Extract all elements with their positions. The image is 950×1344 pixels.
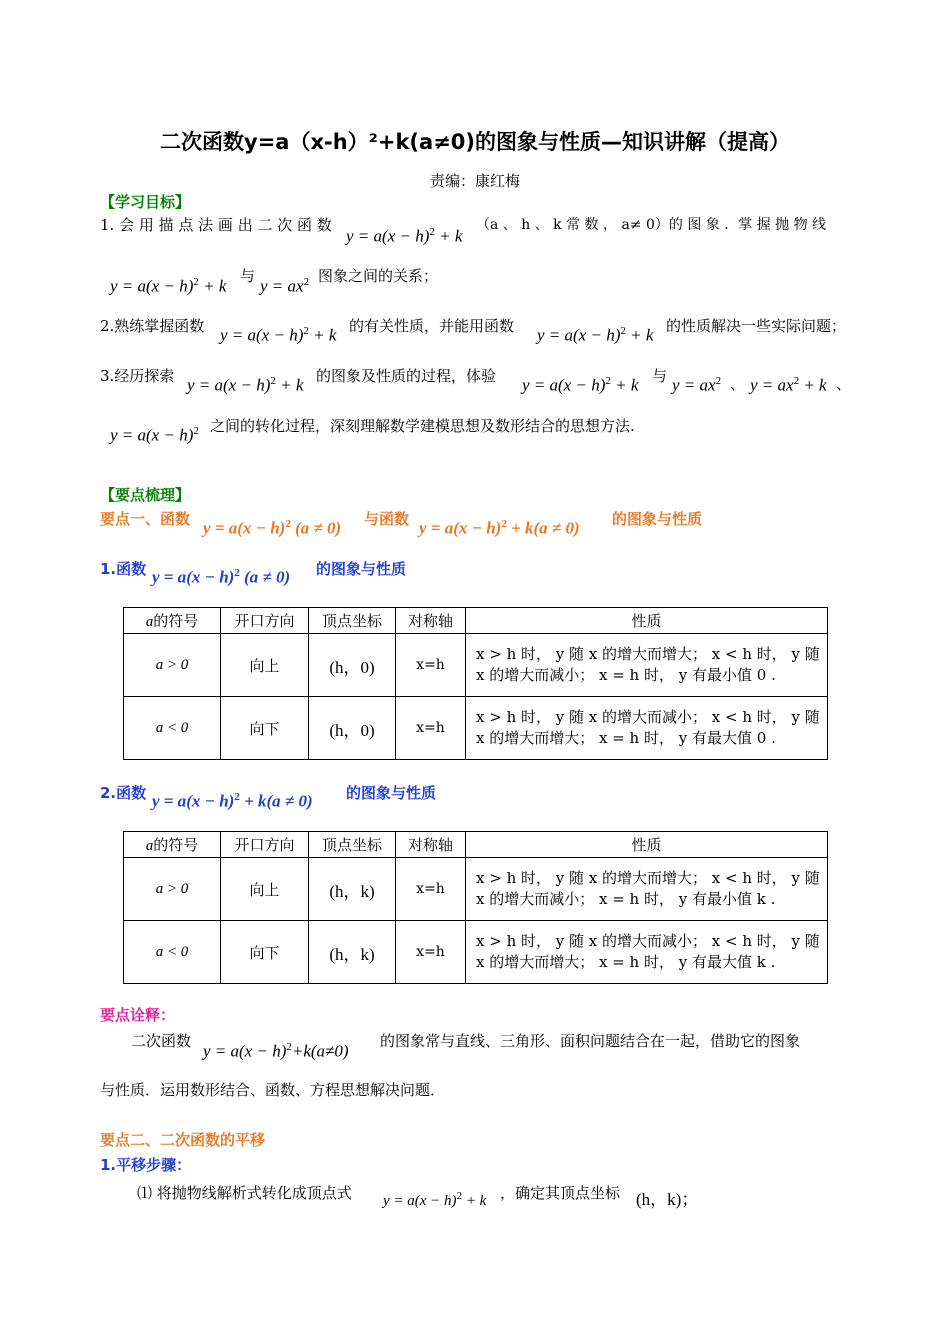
properties-line-1: x > h 时， y 随 x 的增大而减小； x < h 时， y 随 — [476, 932, 820, 950]
header-axis: 对称轴 — [396, 608, 466, 634]
cell-properties — [466, 697, 828, 760]
objective-3-text-a: 3.经历探索 — [100, 367, 175, 385]
header-vertex: 顶点坐标 — [309, 832, 396, 858]
properties-line-1: x > h 时， y 随 x 的增大而增大； x < h 时， y 随 — [476, 869, 820, 887]
formula-blue-2: $y = a(x - h)^2 + k(a \ne 0)$ — [152, 791, 313, 811]
point1-heading-a: 要点一、函数 — [100, 510, 191, 528]
properties-line-2: x 的增大而增大； x = h 时， y 有最大值 k . — [476, 953, 776, 971]
point1-heading-c: 的图象与性质 — [612, 510, 703, 528]
point2-heading: 要点二、二次函数的平移 — [100, 1131, 266, 1149]
cell-vertex: (h，k) — [309, 858, 396, 921]
cell-direction: 向下 — [221, 697, 309, 760]
step1-vertex: (h，k)； — [636, 1190, 699, 1209]
properties-table-2 — [123, 831, 828, 984]
cell-axis: x=h — [396, 634, 466, 697]
notes-text-a: 二次函数 — [131, 1032, 192, 1050]
header-properties: 性质 — [466, 832, 828, 858]
objective-3-text-e: 、 — [836, 375, 852, 393]
step1-text-b: ，确定其顶点坐标 — [500, 1184, 621, 1202]
cell-sign: a < 0 — [124, 921, 221, 984]
sub2-heading-a: 2.函数 — [100, 784, 147, 802]
objective-2-text-c: 的性质解决一些实际问题； — [666, 317, 847, 335]
formula-vertex-form: $y = a(x - h)^2 + k$ — [220, 325, 337, 345]
sub2-heading-b: 的图象与性质 — [346, 784, 437, 802]
properties-line-1: x > h 时， y 随 x 的增大而增大； x < h 时， y 随 — [476, 645, 820, 663]
header-sign: a的符号 — [124, 832, 221, 858]
formula-vertex-form: $y = a(x - h)^2 + k$ — [537, 325, 654, 345]
header-axis: 对称轴 — [396, 832, 466, 858]
cell-axis: x=h — [396, 697, 466, 760]
cell-axis: x=h — [396, 858, 466, 921]
page-title: 二次函数y=a（x-h）²+k(a≠0)的图象与性质—知识讲解（提高） — [160, 130, 790, 154]
formula-vertex-form: $y = a(x - h)^2 + k$ — [346, 226, 463, 246]
properties-line-2: x 的增大而减小； x = h 时， y 有最小值 k . — [476, 890, 776, 908]
table-row — [124, 697, 828, 760]
editor-line: 责编：康红梅 — [429, 172, 520, 190]
objective-2-text-b: 的有关性质，并能用函数 — [349, 317, 515, 335]
cell-vertex: (h，0) — [309, 697, 396, 760]
formula-vertex-form: $y = a(x - h)^2 + k$ — [383, 1190, 487, 1209]
header-vertex: 顶点坐标 — [309, 608, 396, 634]
cell-properties — [466, 921, 828, 984]
objective-1-text-a: 1. 会 用 描 点 法 画 出 二 次 函 数 — [100, 216, 332, 234]
properties-line-2: x 的增大而减小； x = h 时， y 有最小值 0 . — [476, 666, 776, 684]
formula-vertex-form: $y = a(x - h)^2 + k$ — [522, 375, 639, 395]
formula-ax2: $y = ax^2$ — [260, 276, 310, 296]
properties-line-1: x > h 时， y 随 x 的增大而减小； x < h 时， y 随 — [476, 708, 820, 726]
formula-ax2: $y = ax^2$ — [672, 375, 722, 395]
cell-direction: 向上 — [221, 858, 309, 921]
cell-vertex: (h，k) — [309, 921, 396, 984]
header-sign: a的符号 — [124, 608, 221, 634]
objective-3-text-c: 与 — [652, 367, 668, 385]
cell-properties — [466, 858, 828, 921]
sub1-heading-a: 1.函数 — [100, 560, 147, 578]
table-row — [124, 921, 828, 984]
objectives-heading: 【学习目标】 — [100, 193, 191, 211]
objective-1-text-d: 图象之间的关系； — [318, 267, 439, 285]
formula-vertex-form: $y = a(x - h)^2 + k$ — [187, 375, 304, 395]
notes-text-b: 的图象常与直线、三角形、面积问题结合在一起，借助它的图象 — [380, 1032, 801, 1050]
cell-sign: a > 0 — [124, 634, 221, 697]
cell-vertex: (h，0) — [309, 634, 396, 697]
table-header-row — [124, 832, 828, 858]
cell-axis: x=h — [396, 921, 466, 984]
formula-vertex-form-a-ne-0: $y = a(x - h)^2+k(a\ne 0)$ — [203, 1041, 349, 1061]
objective-3-text-b: 的图象及性质的过程，体验 — [316, 367, 497, 385]
cell-properties — [466, 634, 828, 697]
point2-sub-heading: 1.平移步骤： — [100, 1156, 192, 1174]
objective-2-text-a: 2.熟练掌握函数 — [100, 317, 205, 335]
objective-1-text-c: 与 — [240, 267, 256, 285]
step1-text-a: ⑴ 将抛物线解析式转化成顶点式 — [137, 1184, 352, 1202]
formula-orange-1: $y = a(x - h)^2$ (a ≠ 0) — [203, 518, 342, 538]
formula-vertex-form: $y = a(x - h)^2 + k$ — [110, 276, 227, 296]
formula-ax2-plus-k: $y = ax^2 + k$ — [750, 375, 827, 395]
objective-3-text-d: 、 — [730, 375, 746, 393]
keypoints-heading: 【要点梳理】 — [100, 486, 191, 504]
properties-table-1 — [123, 607, 828, 760]
table-header-row — [124, 608, 828, 634]
formula-a-x-minus-h-squared: $y = a(x - h)^2$ — [110, 425, 199, 445]
notes-heading: 要点诠释： — [100, 1006, 176, 1024]
point1-heading-b: 与函数 — [364, 510, 410, 528]
cell-direction: 向下 — [221, 921, 309, 984]
properties-line-2: x 的增大而增大； x = h 时， y 有最大值 0 . — [476, 729, 776, 747]
cell-sign: a < 0 — [124, 697, 221, 760]
objective-3-text-f: 之间的转化过程，深刻理解数学建模思想及数形结合的思想方法. — [210, 417, 635, 435]
header-properties: 性质 — [466, 608, 828, 634]
cell-direction: 向上 — [221, 634, 309, 697]
notes-text-c: 与性质．运用数形结合、函数、方程思想解决问题． — [100, 1081, 446, 1099]
header-direction: 开口方向 — [221, 608, 309, 634]
table-row — [124, 858, 828, 921]
cell-sign: a > 0 — [124, 858, 221, 921]
objective-1-text-b: （a 、 h 、 k 常 数 ， a≠ 0）的 图 象 ．掌 握 抛 物 线 — [476, 217, 827, 233]
formula-blue-1: $y = a(x - h)^2$ (a ≠ 0) — [152, 567, 291, 587]
formula-orange-2: $y = a(x - h)^2 + k(a \ne 0)$ — [419, 518, 580, 538]
table-row — [124, 634, 828, 697]
sub1-heading-b: 的图象与性质 — [316, 560, 407, 578]
header-direction: 开口方向 — [221, 832, 309, 858]
